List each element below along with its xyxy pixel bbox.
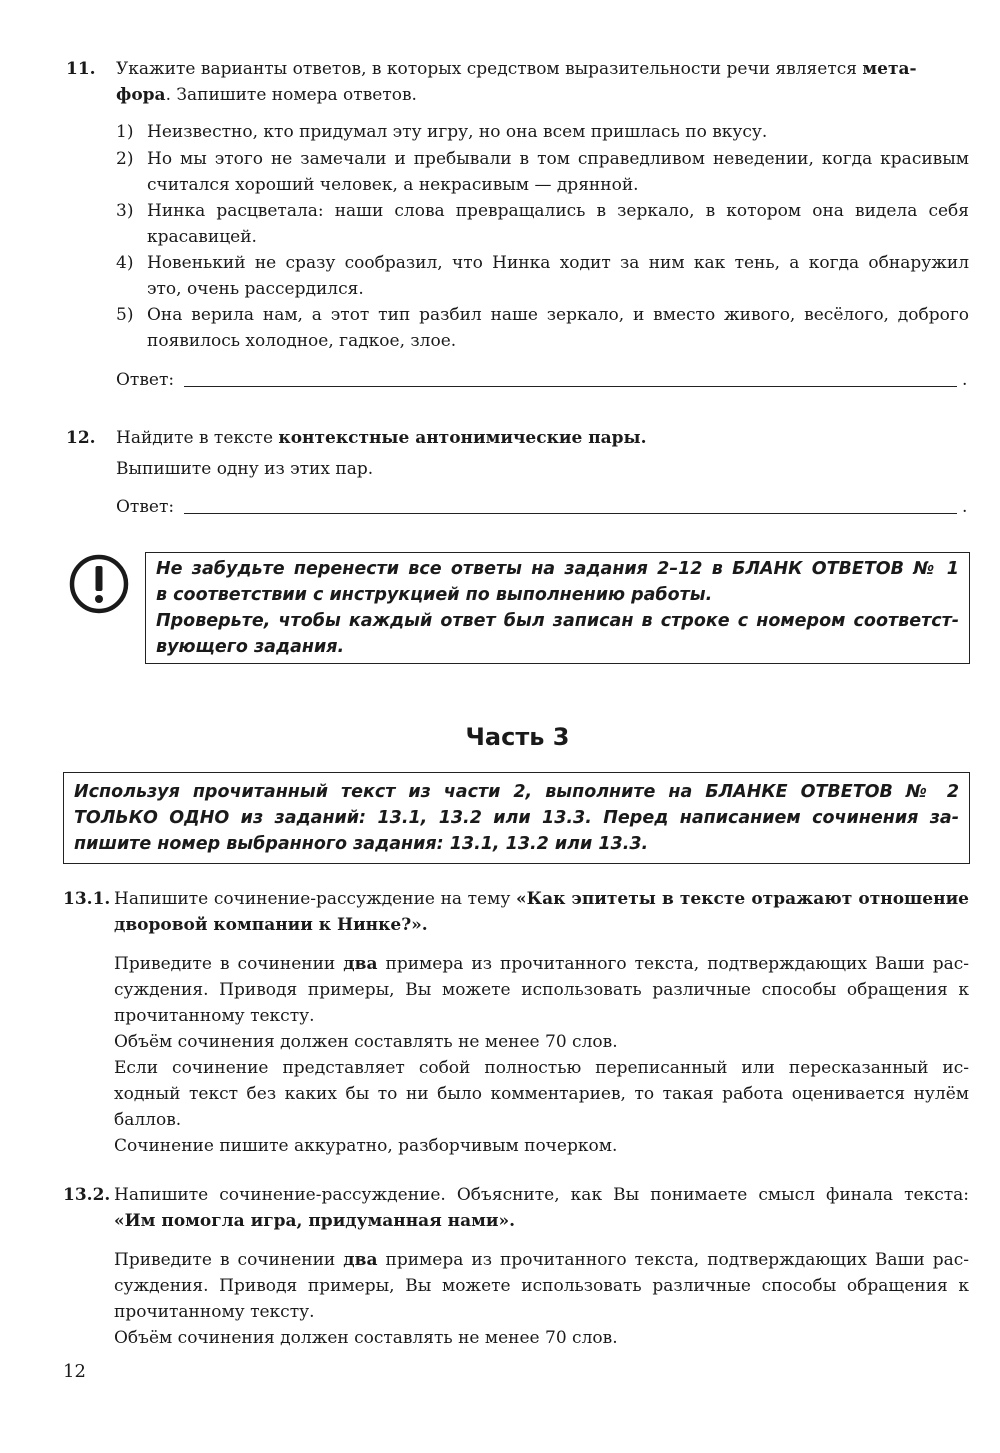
q12-number: 12. [66,428,96,448]
notice-line-2: в соответствии с инструкцией по выполнению работы. [156,585,713,605]
q12-prompt-line1: Найдите в тексте контекстные антонимические пары. [116,428,647,448]
notice-line-4: вующего задания. [156,637,345,657]
exclamation-icon [68,553,130,615]
q13-2-para1-line1: Приведите в сочинении два примера из прочитанного текста, подтверждающих Ваши рас- [114,1250,969,1270]
q13-1-para1-line1: Приведите в сочинении два примера из прочитанного текста, подтверждающих Ваши рас- [114,954,969,974]
q13-1-number: 13.1. [63,889,111,909]
q13-2-para1-line2: суждения. Приводя примеры, Вы можете использовать различные способы обращения к [114,1276,969,1296]
q13-1-para4: Сочинение пишите аккуратно, разборчивым почерком. [114,1136,618,1156]
q11-answer-period: . [962,370,968,390]
notice-line-3: Проверьте, чтобы каждый ответ был записан в строке с номером соответст- [156,611,959,631]
q13-1-para3-line3: баллов. [114,1110,182,1130]
q11-prompt-line1: Укажите варианты ответов, в которых средством выразительности речи является мета- [116,59,917,79]
q11-number: 11. [66,59,96,79]
q11-option-5-number: 5) [116,305,134,325]
notice-box [145,552,970,664]
q13-1-prompt-line1: Напишите сочинение-рассуждение на тему «Как эпитеты в тексте отражают отношение [114,889,969,909]
notice-line-1: Не забудьте перенести все ответы на задания 2–12 в БЛАНК ОТВЕТОВ № 1 [156,559,959,579]
q11-answer-field[interactable] [184,386,957,387]
q11-option-5-text-cont: появилось холодное, гадкое, злое. [147,331,457,351]
q11-option-2-number: 2) [116,149,134,169]
q11-answer-label: Ответ: [116,370,175,390]
q11-option-1-number: 1) [116,122,134,142]
q11-option-2-text: Но мы этого не замечали и пребывали в том справедливом неведении, когда красивым [147,149,969,169]
q13-2-para1-line3: прочитанному тексту. [114,1302,315,1322]
q13-1-para2: Объём сочинения должен составлять не менее 70 слов. [114,1032,618,1052]
page-number: 12 [63,1361,86,1382]
q13-1-para1-line2: суждения. Приводя примеры, Вы можете использовать различные способы обращения к [114,980,969,1000]
q11-option-4-text: Новенький не сразу сообразил, что Нинка ходит за ним как тень, а когда обнаружил [147,253,969,273]
part3-instruction-box [63,772,970,864]
q11-option-4-number: 4) [116,253,134,273]
q12-answer-label: Ответ: [116,497,175,517]
part3-title: Часть 3 [465,723,570,751]
q12-prompt-line2: Выпишите одну из этих пар. [116,459,374,479]
q13-2-prompt-line2: «Им помогла игра, придуманная нами». [114,1211,516,1231]
q11-option-4-text-cont: это, очень рассердился. [147,279,364,299]
q13-1-para3-line2: ходный текст без каких бы то ни было комментариев, то такая работа оценивается нулём [114,1084,969,1104]
part3-instruction-line-1: Используя прочитанный текст из части 2, выполните на БЛАНКЕ ОТВЕТОВ № 2 [74,782,959,802]
q13-1-prompt-line2: дворовой компании к Нинке?». [114,915,428,935]
part3-instruction-line-3: пишите номер выбранного задания: 13.1, 13.2 или 13.3. [74,834,649,854]
q13-2-para2: Объём сочинения должен составлять не менее 70 слов. [114,1328,618,1348]
q11-prompt-line2: фора. Запишите номера ответов. [116,85,417,105]
q12-answer-period: . [962,497,968,517]
q11-option-3-text: Нинка расцветала: наши слова превращались в зеркало, в котором она видела себя [147,201,969,221]
q12-answer-field[interactable] [184,513,957,514]
q11-option-1-text: Неизвестно, кто придумал эту игру, но она всем пришлась по вкусу. [147,122,768,142]
q13-2-number: 13.2. [63,1185,111,1205]
q13-1-para1-line3: прочитанному тексту. [114,1006,315,1026]
q11-option-5-text: Она верила нам, а этот тип разбил наше зеркало, и вместо живого, весёлого, доброго [147,305,969,325]
q11-option-3-text-cont: красавицей. [147,227,257,247]
part3-instruction-line-2: ТОЛЬКО ОДНО из заданий: 13.1, 13.2 или 13.3. Перед написанием сочинения за- [74,808,959,828]
q13-2-prompt-line1: Напишите сочинение-рассуждение. Объясните, как Вы понимаете смысл финала текста: [114,1185,969,1205]
q11-option-3-number: 3) [116,201,134,221]
q11-option-2-text-cont: считался хороший человек, а некрасивым — дрянной. [147,175,639,195]
q13-1-para3-line1: Если сочинение представляет собой полностью переписанный или пересказанный ис- [114,1058,969,1078]
